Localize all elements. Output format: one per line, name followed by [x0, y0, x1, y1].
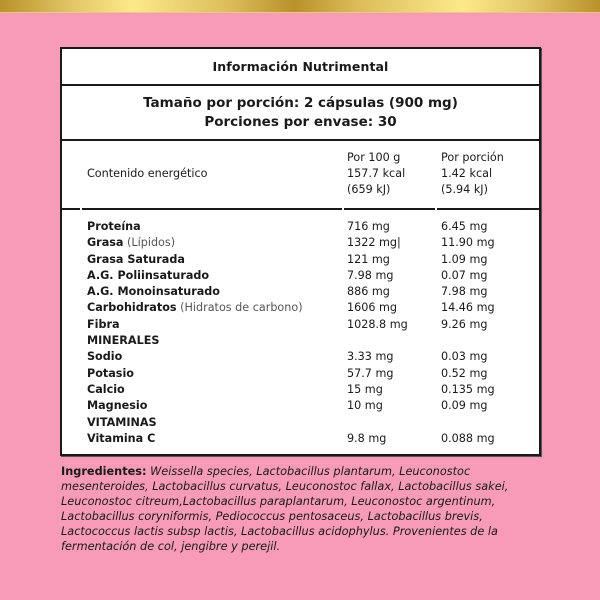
- serving-kj: (5.94 kJ): [441, 183, 488, 197]
- panel-title: Información Nutrimental: [62, 49, 539, 86]
- nutrient-name: Vitamina C: [87, 431, 156, 445]
- serving-value: 6.45 mg: [441, 220, 488, 233]
- nutrient-name: Calcio: [87, 382, 125, 396]
- section-header-vitaminas: [62, 415, 539, 431]
- nutrient-row: [62, 252, 539, 268]
- nutrient-name: Sodio: [87, 350, 123, 364]
- serving-value: 0.03 mg: [441, 350, 488, 364]
- nutrient-row: [62, 219, 539, 235]
- serving-value: 0.088 mg: [441, 431, 495, 445]
- ingredients-paragraph: [61, 465, 541, 554]
- energy-section: [62, 141, 539, 209]
- serving-header: Por porción: [441, 151, 504, 164]
- per100-value: 1606 mg: [347, 301, 398, 315]
- serving-info: [62, 86, 539, 141]
- nutrient-name: A.G. Monoinsaturado: [87, 285, 220, 299]
- divider-segment: [82, 208, 342, 210]
- per100-value: 10 mg: [347, 399, 383, 413]
- nutrient-name: Potasio: [87, 366, 134, 380]
- nutrient-name: A.G. Poliinsaturado: [87, 268, 210, 282]
- per100-value: 121 mg: [347, 252, 390, 266]
- per100-kcal: 157.7 kcal: [347, 167, 406, 181]
- nutrient-name: Magnesio: [87, 399, 148, 413]
- nutrient-note: (Lípidos): [127, 236, 176, 250]
- nutrition-facts-panel: [60, 47, 541, 456]
- per100-value: 1322 mg|: [347, 236, 401, 250]
- divider-segment: [62, 208, 80, 210]
- serving-size: Tamaño por porción: 2 cápsulas (900 mg): [143, 94, 458, 111]
- serving-value: 0.52 mg: [441, 366, 488, 380]
- nutrient-row: [62, 268, 539, 284]
- divider-segment: [437, 208, 539, 210]
- serving-value: 11.90 mg: [441, 236, 495, 250]
- nutrient-list: [62, 219, 539, 447]
- section-title: VITAMINAS: [87, 415, 157, 429]
- nutrient-name: Grasa: [87, 236, 124, 250]
- nutrient-row: [62, 398, 539, 414]
- ingredients-label: Ingredientes:: [61, 465, 147, 478]
- serving-value: 0.09 mg: [441, 399, 488, 413]
- ingredients-text: Weissella species, Lactobacillus plantarum, Leuconostoc mesenteroides, Lactobacillus curvatus, Leuconostoc fallax, Lactobacillus sakei, Leuconostoc citreum,Lactobacillus paraplantarum, Leuconostoc argentinum, Lactobacillus coryniformis, Pediococcus pentosaceus, Lactobacillus brevis, Lactococcus lactis subsp lactis, Lactobacillus acidophylus. Provenientes de la fermentación de col, jengibre y perejil.: [61, 465, 509, 553]
- servings-per-container: Porciones por envase: 30: [204, 113, 397, 130]
- nutrient-note: (Hidratos de carbono): [180, 301, 303, 315]
- nutrient-name: Grasa Saturada: [87, 252, 185, 266]
- nutrient-row: [62, 366, 539, 382]
- per100-value: 9.8 mg: [347, 431, 387, 445]
- per100-value: 15 mg: [347, 382, 383, 396]
- serving-kcal: 1.42 kcal: [441, 167, 493, 181]
- nutrient-row: [62, 431, 539, 447]
- serving-value: 0.07 mg: [441, 268, 488, 282]
- serving-value: 7.98 mg: [441, 285, 488, 299]
- serving-value: 9.26 mg: [441, 317, 488, 331]
- nutrient-name: Fibra: [87, 317, 120, 331]
- per100-value: 57.7 mg: [347, 366, 394, 380]
- nutrient-row: [62, 235, 539, 251]
- per100-value: 886 mg: [347, 285, 390, 299]
- energy-label: Contenido energético: [87, 167, 208, 180]
- nutrient-row: [62, 382, 539, 398]
- per-serving-column: [441, 150, 504, 199]
- per100-header: Por 100 g: [347, 151, 401, 164]
- nutrient-row: [62, 349, 539, 365]
- section-header-minerales: [62, 333, 539, 349]
- per100-value: 7.98 mg: [347, 268, 394, 282]
- nutrient-name: Carbohidratos: [87, 301, 177, 315]
- nutrient-row: [62, 300, 539, 316]
- gold-top-bar: [0, 0, 600, 13]
- per100-value: 3.33 mg: [347, 350, 394, 364]
- per100-kj: (659 kJ): [347, 183, 391, 197]
- per100-value: 1028.8 mg: [347, 317, 408, 331]
- divider-segment: [344, 208, 435, 210]
- per100-column: [347, 150, 405, 199]
- nutrient-name: Proteína: [87, 220, 141, 233]
- serving-value: 1.09 mg: [441, 252, 488, 266]
- serving-value: 0.135 mg: [441, 382, 495, 396]
- section-title: MINERALES: [87, 334, 160, 348]
- nutrient-row: [62, 284, 539, 300]
- per100-value: 716 mg: [347, 220, 390, 233]
- serving-value: 14.46 mg: [441, 301, 495, 315]
- nutrient-row: [62, 317, 539, 333]
